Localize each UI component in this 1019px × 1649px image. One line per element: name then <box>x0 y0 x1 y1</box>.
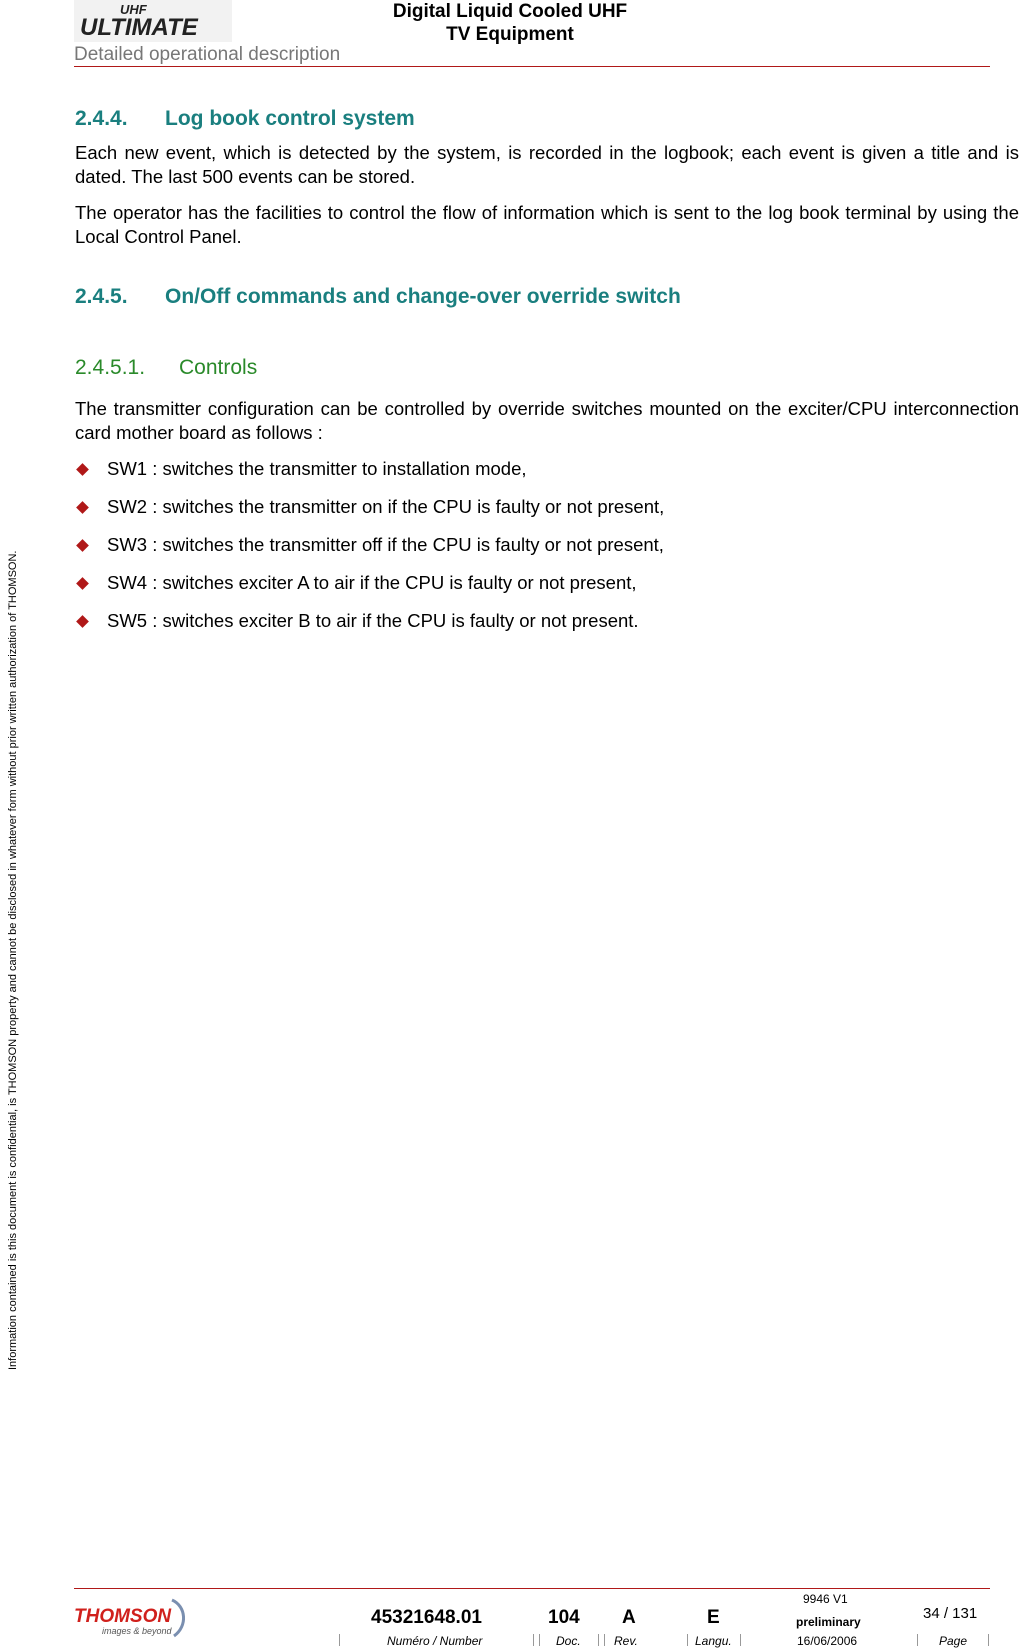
logo-line1: UHF <box>120 2 147 17</box>
label-doc: Doc. <box>556 1634 581 1648</box>
footer-separator <box>740 1634 741 1646</box>
paragraph: The transmitter configuration can be controlled by override switches mounted on the exciter/CPU interconnection card mother board as follows : <box>75 398 1019 443</box>
footer-separator <box>988 1634 989 1646</box>
footer-divider <box>74 1588 990 1589</box>
heading-number: 2.4.4. <box>75 107 128 130</box>
list-item <box>75 602 1019 640</box>
version: 9946 V1 <box>803 1592 848 1606</box>
label-number: Numéro / Number <box>387 1634 483 1648</box>
diamond-bullet-icon <box>76 463 89 476</box>
heading-title: Controls <box>179 356 258 379</box>
heading-title: On/Off commands and change-over override switch <box>165 285 681 308</box>
language: E <box>707 1607 720 1628</box>
logo-text: THOMSON <box>74 1606 172 1627</box>
status: preliminary <box>796 1615 861 1629</box>
paragraph: Each new event, which is detected by the system, is recorded in the logbook; each event is given a title and is dated. The last 500 events can be stored. <box>75 142 1019 187</box>
document-number: 45321648.01 <box>371 1607 482 1628</box>
heading-number: 2.4.5.1. <box>75 356 146 379</box>
footer-separator <box>598 1634 599 1646</box>
diamond-bullet-icon <box>76 539 89 552</box>
header-subtitle: Detailed operational description <box>74 44 341 65</box>
switch-list <box>75 450 1019 640</box>
ultimate-logo <box>74 0 232 42</box>
header-title-line1: Digital Liquid Cooled UHF <box>392 1 628 22</box>
paragraph: The operator has the facilities to control the flow of information which is sent to the log book terminal by using the Local Control Panel. <box>75 202 1019 247</box>
diamond-bullet-icon <box>76 577 89 590</box>
list-item <box>75 450 1019 488</box>
list-item-text: SW2 : switches the transmitter on if the CPU is faulty or not present, <box>107 496 665 517</box>
document-date: 16/06/2006 <box>797 1634 858 1648</box>
heading-number: 2.4.5. <box>75 285 128 308</box>
revision: A <box>622 1607 636 1628</box>
document-body <box>75 100 1019 640</box>
label-page: Page <box>939 1634 968 1648</box>
label-langu: Langu. <box>695 1634 732 1648</box>
list-item <box>75 488 1019 526</box>
diamond-bullet-icon <box>76 615 89 628</box>
thomson-logo <box>74 1592 194 1642</box>
list-item <box>75 564 1019 602</box>
header-title <box>380 0 640 46</box>
doc-code: 104 <box>548 1607 580 1628</box>
footer-separator <box>687 1634 688 1646</box>
heading-title: Log book control system <box>165 107 415 130</box>
list-item-text: SW3 : switches the transmitter off if the CPU is faulty or not present, <box>107 534 664 555</box>
footer-separator <box>539 1634 540 1646</box>
footer-separator <box>604 1634 605 1646</box>
list-item-text: SW4 : switches exciter A to air if the CPU is faulty or not present, <box>107 572 637 593</box>
page-number: 34 / 131 <box>923 1605 978 1622</box>
header-title-line2: TV Equipment <box>446 24 574 45</box>
footer-separator <box>917 1634 918 1646</box>
heading-2-4-5 <box>75 284 1019 310</box>
heading-2-4-5-1 <box>75 355 1019 381</box>
confidentiality-note: Information contained is this document is confidential, is THOMSON property and cannot be disclosed in whatever form without prior written authorization of THOMSON. <box>7 550 19 1370</box>
footer-separator <box>533 1634 534 1646</box>
list-item <box>75 526 1019 564</box>
header-divider <box>74 66 990 67</box>
list-item-text: SW1 : switches the transmitter to installation mode, <box>107 458 527 479</box>
label-rev: Rev. <box>614 1634 638 1648</box>
logo-line2: ULTIMATE <box>80 14 198 41</box>
footer-separator <box>339 1634 340 1646</box>
list-item-text: SW5 : switches exciter B to air if the CPU is faulty or not present. <box>107 610 639 631</box>
logo-tagline: images & beyond <box>102 1626 172 1636</box>
heading-2-4-4 <box>75 106 1019 132</box>
diamond-bullet-icon <box>76 501 89 514</box>
